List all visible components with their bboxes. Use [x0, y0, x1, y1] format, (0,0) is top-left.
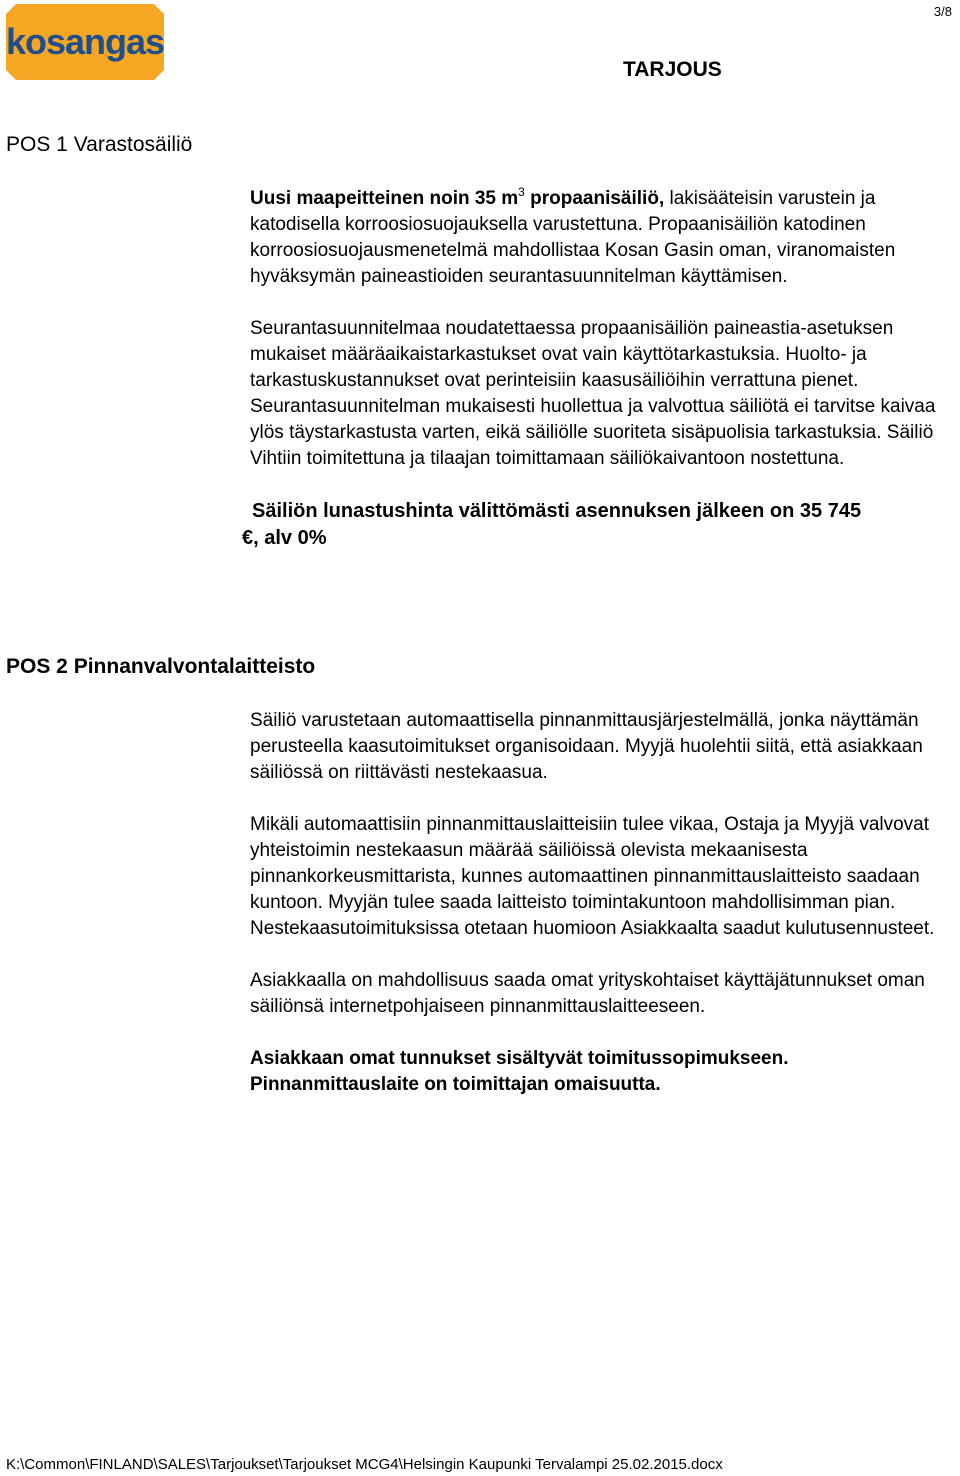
pos1-body — [242, 185, 958, 552]
logo-text: kosangas — [6, 21, 164, 62]
price-statement — [242, 498, 958, 552]
pos2-paragraph-1: Säiliö varustetaan automaattisella pinnanmittausjärjestelmällä, jonka näyttämän perusteella kaasutoimitukset organisoidaan. Myyjä huolehtii siitä, että asiakkaan säiliössä on riittävästi nestekaasua. — [250, 710, 923, 783]
pos2-heading: POS 2 Pinnanvalvontalaitteisto — [6, 655, 316, 678]
tank-description-bold-a: Uusi maapeitteinen noin 35 m — [250, 188, 519, 209]
pos2-paragraph-4: Asiakkaan omat tunnukset sisältyvät toimitussopimukseen. Pinnanmittauslaite on toimittajan omaisuutta. — [250, 1048, 789, 1095]
document-title: TARJOUS — [623, 58, 722, 81]
pos2-paragraph-2: Mikäli automaattisiin pinnanmittauslaitteisiin tulee vikaa, Ostaja ja Myyjä valvovat yhteistoimin nestekaasun määrää säiliöissä olevista mekaanisesta pinnankorkeusmittarista, kunnes automaattinen pinnanmittauslaitteisto saadaan kuntoon. Myyjän tulee saada laitteisto toimintakuntoon mahdollisimman pian. Nestekaasutoimituksissa otetaan huomioon Asiakkaalta saadut kulutusennusteet. — [250, 814, 935, 939]
pos1-heading: POS 1 Varastosäiliö — [6, 133, 193, 156]
file-path-footer: K:\Common\FINLAND\SALES\Tarjoukset\Tarjoukset MCG4\Helsingin Kaupunki Tervalampi 25.02.2015.docx — [6, 1456, 723, 1473]
cubic-superscript: 3 — [518, 185, 525, 199]
pos2-paragraph-3: Asiakkaalla on mahdollisuus saada omat yrityskohtaiset käyttäjätunnukset oman säiliönsä internetpohjaiseen pinnanmittauslaitteeseen. — [250, 970, 925, 1017]
pos2-body — [250, 708, 958, 1124]
price-line-1: Säiliön lunastushinta välittömästi asennuksen jälkeen on 35 745 — [252, 500, 862, 522]
kosangas-logo — [6, 4, 164, 80]
tank-description-rest: lakisääteisin varustein ja katodisella korroosiosuojauksella varustettuna. Propaanisäiliön katodinen korroosiosuojausmenetelmä mahdollistaa Kosan Gasin oman, viranomaisten hyväksymän paineastioiden seurantasuunnitelman käyttämisen. — [250, 188, 896, 287]
price-line-2: €, alv 0% — [242, 527, 327, 549]
pos1-paragraph-1 — [250, 186, 958, 290]
page-number: 3/8 — [933, 4, 952, 19]
pos1-paragraph-2: Seurantasuunnitelmaa noudatettaessa propaanisäiliön paineastia-asetuksen mukaiset määräaikaistarkastukset ovat vain käyttötarkastuksia. Huolto- ja tarkastuskustannukset ovat perinteisiin kaasusäiliöihin verrattuna pienet. Seurantasuunnitelman mukaisesti huollettua ja valvottua säiliötä ei tarvitse kaivaa ylös täystarkastusta varten, eikä säiliölle suoriteta sisäpuolisia tarkastuksia. Säiliö Vihtiin toimitettuna ja tilaajan toimittamaan säiliökaivantoon nostettuna. — [250, 318, 936, 469]
tank-description-bold-b: propaanisäiliö, — [524, 188, 665, 209]
